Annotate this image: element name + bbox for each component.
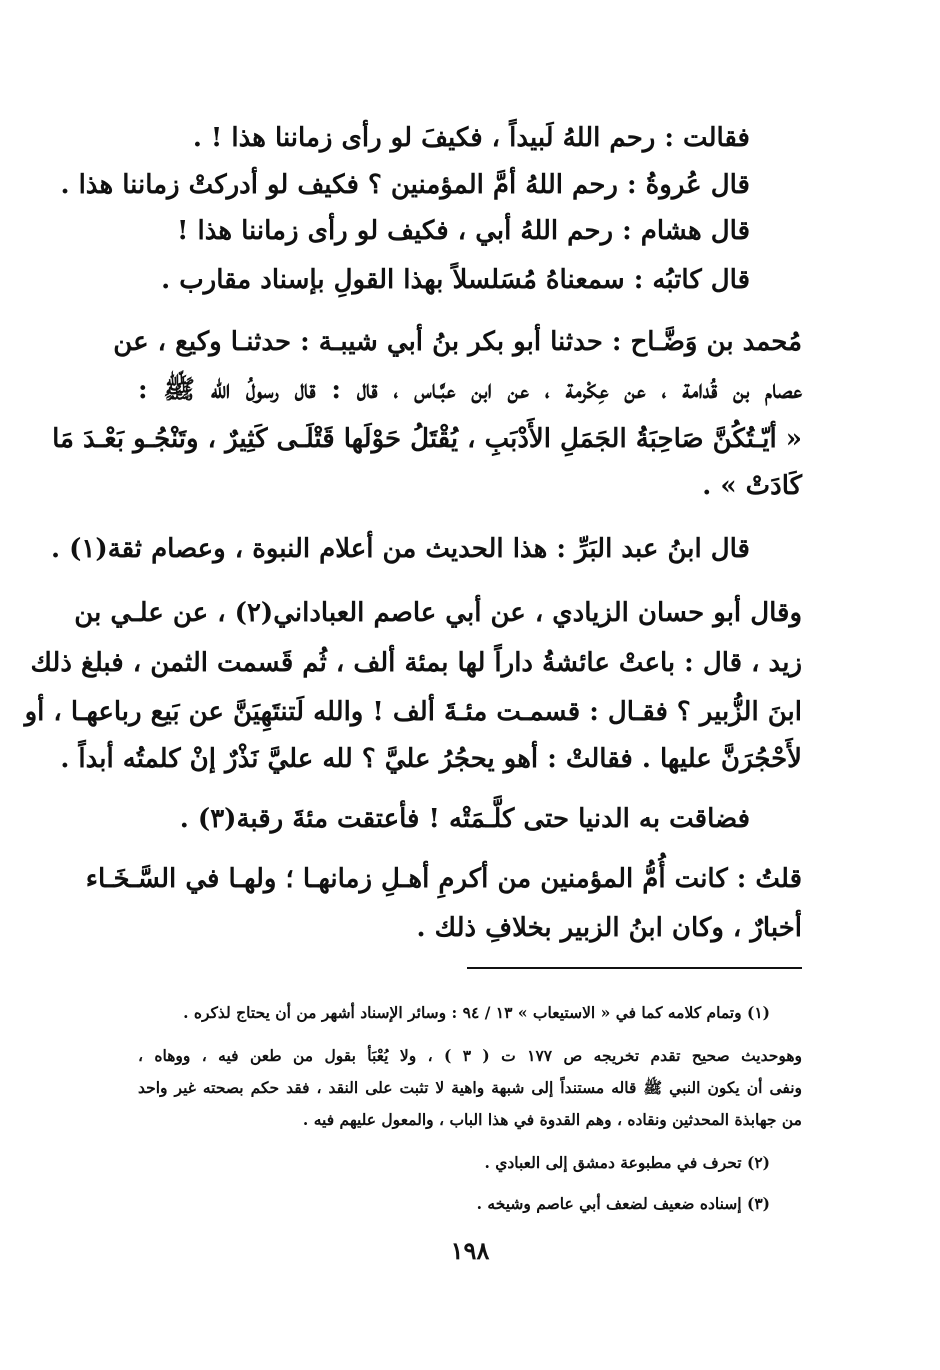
text-line: قال كاتبُه : سمعناهُ مُسَلسلاً بهذا القولِ بإسناد مقارب .	[161, 265, 750, 295]
footnote-line: (٢) تحرف في مطبوعة دمشق إلى العبادي .	[484, 1153, 770, 1172]
text-line: فضاقت به الدنيا حتى كلَّـمَتْه ! فأعتقت مئةَ رقبة(٣) .	[179, 804, 750, 834]
text-line: ابنَ الزُّبير ؟ فقـال : قسمـت مئـةَ ألف ! والله لَتنتَهِيَنَّ عن بَيع رباعهـا ، أو	[24, 697, 802, 727]
text-line: زيد ، قال : باعتْ عائشةُ داراً لها بمئة ألف ، ثُم قَسمت الثمن ، فبلغ ذلك	[30, 648, 802, 678]
footnote-line: وهوحديث صحيح تقدم تخريجه ص ١٧٧ ت ( ٣ ) ، ولا يُعْبَأ بقول من طعن فيه ، ووهاه ،	[138, 1046, 802, 1065]
footnote-line: (١) وتمام كلامه كما في « الاستيعاب » ١٣ / ٩٤ : وسائر الإسناد أشهر من أن يحتاج لذكره .	[183, 1003, 770, 1022]
text-line: قلتُ : كانت أُمُّ المؤمنين من أكرمِ أهـلِ زمانهـا ؛ ولهـا في السَّـخَـاء	[85, 864, 802, 894]
text-line: قال هشام : رحم اللهُ أبي ، فكيف لو رأى زماننا هذا !	[177, 216, 750, 246]
footnote-divider	[467, 967, 802, 969]
text-line: عصام بن قُدامة ، عن عِكْرمة ، عن ابن عبَّـاس ، قال : قال رسولُ الله ﷺ :	[138, 375, 802, 405]
text-line: وقال أبو حسان الزيادي ، عن أبي عاصم العباداني(٢) ، عن علـي بن	[74, 598, 802, 628]
text-line: قال ابنُ عبد البَرِّ : هذا الحديث من أعلام النبوة ، وعصام ثقة(١) .	[51, 534, 750, 564]
text-line: فقالت : رحم اللهُ لَبيداً ، فكيفَ لو رأى زماننا هذا ! .	[192, 123, 750, 153]
text-line: لأَحْجُرَنَّ عليها . فقالتْ : أهو يحجُرُ عليَّ ؟ لله عليَّ نَذْرٌ إنْ كلمتُه أبداً .	[60, 744, 802, 774]
page-number: ١٩٨	[450, 1236, 490, 1265]
text-line: مُحمد بن وَضَّـاح : حدثنا أبو بكر بنُ أبي شيبـة : حدثنـا وكيع ، عن	[113, 327, 802, 357]
footnote-line: (٣) إسناده ضعيف لضعف أبي عاصم وشيخه .	[476, 1194, 770, 1213]
text-line: كَادَتْ » .	[702, 471, 802, 501]
footnote-line: ونفى أن يكون النبي ﷺ قاله مستنداً إلى شبهة واهية لا تثبت على النقد ، فقد حكم بصحته غير واحد	[138, 1078, 802, 1097]
text-line: قال عُروةُ : رحم اللهُ أمَّ المؤمنين ؟ فكيف لو أدركتْ زماننا هذا .	[60, 170, 750, 200]
footnote-line: من جهابذة المحدثين ونقاده ، وهم القدوة في هذا الباب ، والمعول عليهم فيه .	[302, 1110, 802, 1129]
text-line: « أيّـتُكُنَّ صَاحِبَةُ الجَمَلِ الأَدْبَبِ ، يُقْتَلُ حَوْلَها قَتْلَـى كَثِيرٌ ، وتَنْجُـو بَعْـدَ مَا	[52, 424, 802, 454]
text-line: أخبارٌ ، وكان ابنُ الزبير بخلافِ ذلك .	[416, 913, 802, 943]
